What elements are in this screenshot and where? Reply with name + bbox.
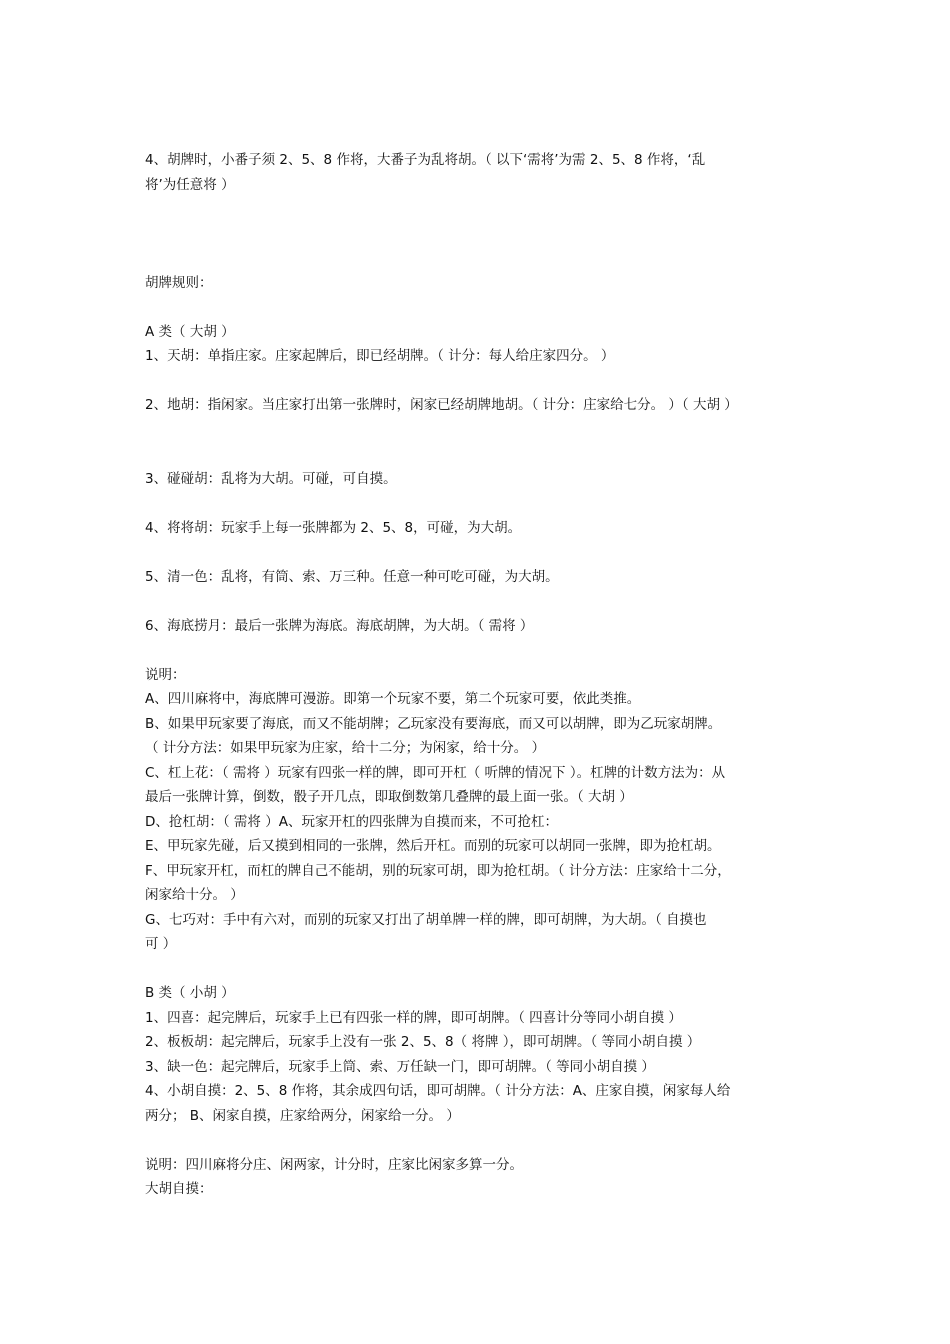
note-b-line-1: B、如果甲玩家要了海底，而又不能胡牌；乙玩家没有要海底，而又可以胡牌，即为乙玩家胡牌。: [145, 715, 722, 732]
spacer: [145, 197, 809, 271]
note-g-line-2: 可 ）: [145, 936, 177, 952]
note-a: A、四川麻将中，海底牌可漫游。即第一个玩家不要，第二个玩家可要，依此类推。: [145, 691, 641, 707]
spacer: [145, 442, 809, 467]
spacer: [145, 1128, 809, 1153]
spacer: [145, 369, 809, 394]
note-c-line-2: 最后一张牌计算，倒数，骰子开几点，即取倒数第几叠牌的最上面一张。（ 大胡 ）: [145, 789, 633, 805]
category-b-heading: B 类（ 小胡 ）: [145, 985, 235, 1001]
spacer: [145, 295, 809, 320]
rule-b1: 1、四喜：起完牌后，玩家手上已有四张一样的牌，即可胡牌。（ 四喜计分等同小胡自摸 ）: [145, 1009, 682, 1026]
rule-4-line-1: 4、胡牌时，小番子须 2、5、8 作将，大番子为乱将胡。（ 以下‘需将’为需 2、5、8 作将，‘乱: [145, 152, 706, 168]
rule-4-line-2: 将’为任意将 ）: [145, 176, 235, 193]
spacer: [145, 589, 809, 614]
note-f-line-1: F、甲玩家开杠，而杠的牌自己不能胡，别的玩家可胡，即为抢杠胡。（ 计分方法：庄家给十二分，: [145, 862, 731, 879]
scoring-note: 说明：四川麻将分庄、闲两家，计分时，庄家比闲家多算一分。: [145, 1156, 523, 1173]
note-f-line-2: 闲家给十分。 ）: [145, 887, 244, 903]
big-hu-self-draw-heading: 大胡自摸：: [145, 1181, 213, 1197]
notes-heading: 说明：: [145, 666, 186, 683]
spacer: [145, 418, 809, 443]
rule-a5: 5、清一色：乱将，有筒、索、万三种。任意一种可吃可碰，为大胡。: [145, 568, 559, 585]
category-a-heading: A 类（ 大胡 ）: [145, 323, 235, 340]
rule-a2: 2、地胡：指闲家。当庄家打出第一张牌时，闲家已经胡牌地胡。（ 计分：庄家给七分。 ）（ 大胡 ）: [145, 397, 738, 413]
rule-a4: 4、将将胡：玩家手上每一张牌都为 2、5、8，可碰，为大胡。: [145, 519, 522, 536]
rule-b4-line-1: 4、小胡自摸：2、5、8 作将，其余成四句话，即可胡牌。（ 计分方法：A、庄家自摸，闲家每人给: [145, 1083, 731, 1099]
note-g-line-1: G、七巧对：手中有六对，而别的玩家又打出了胡单牌一样的牌，即可胡牌，为大胡。（ 自摸也: [145, 911, 707, 928]
rule-a6: 6、海底捞月：最后一张牌为海底。海底胡牌，为大胡。（ 需将 ）: [145, 617, 534, 634]
rule-a3: 3、碰碰胡：乱将为大胡。可碰，可自摸。: [145, 470, 397, 487]
spacer: [145, 957, 809, 982]
rule-b4-line-2: 两分； B、闲家自摸，庄家给两分，闲家给一分。 ）: [145, 1107, 460, 1124]
spacer: [145, 540, 809, 565]
section-heading-hupai-rules: 胡牌规则：: [145, 274, 213, 291]
rule-b2: 2、板板胡：起完牌后，玩家手上没有一张 2、5、8（ 将牌 ），即可胡牌。（ 等同小胡自摸 ）: [145, 1034, 701, 1050]
note-e: E、甲玩家先碰，后又摸到相同的一张牌，然后开杠。而别的玩家可以胡同一张牌，即为抢杠胡。: [145, 838, 721, 854]
spacer: [145, 638, 809, 663]
rule-b3: 3、缺一色：起完牌后，玩家手上筒、索、万任缺一门，即可胡牌。（ 等同小胡自摸 ）: [145, 1058, 655, 1075]
document-body: [145, 148, 809, 1202]
note-c-line-1: C、杠上花：（ 需将 ）玩家有四张一样的牌，即可开杠（ 听牌的情况下 ）。杠牌的计数方法为：从: [145, 764, 726, 781]
rule-a1: 1、天胡：单指庄家。庄家起牌后，即已经胡牌。（ 计分：每人给庄家四分。 ）: [145, 348, 615, 364]
note-b-line-2: （ 计分方法：如果甲玩家为庄家，给十二分；为闲家，给十分。 ）: [145, 740, 546, 756]
note-d: D、抢杠胡：（ 需将 ）A、玩家开杠的四张牌为自摸而来，不可抢杠：: [145, 813, 558, 830]
spacer: [145, 491, 809, 516]
